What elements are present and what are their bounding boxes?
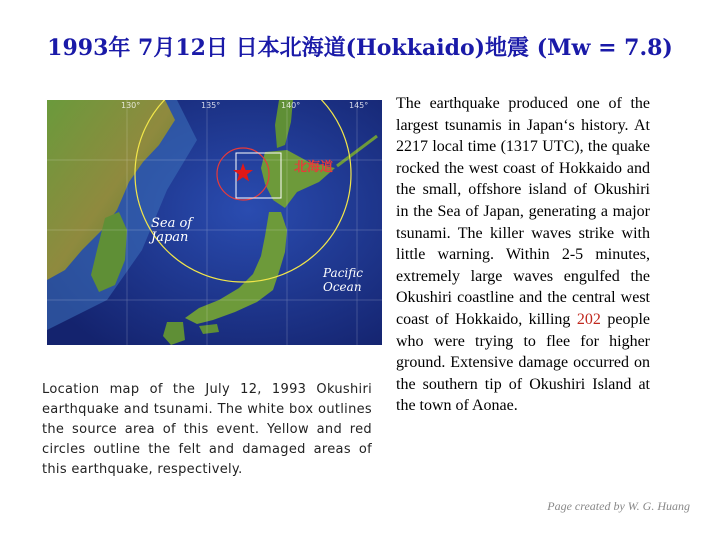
map-label-ocean: Pacific [323, 266, 363, 280]
map-label-hokkaido: 北海道 [294, 160, 334, 175]
tick-140: 140° [281, 101, 301, 110]
map-label-sea-2: Japan [151, 230, 189, 245]
map-label-sea: Sea of [151, 216, 193, 231]
tick-130: 130° [121, 101, 141, 110]
tick-135: 135° [201, 101, 221, 110]
map-graphic [47, 100, 382, 345]
description-text [396, 93, 650, 417]
description-part-1: The earthquake produced one of the largest tsunamis in Japan‘s history. At 2217 local time (1317 UTC), the quake rocked the west coast of Hokkaido and the small, offshore island of Okushiri in the Sea of Japan, generating a major tsunami. The killer waves strike with little warning. Within 2-5 minutes, extremely large waves engulfed the Okushiri coastline and the central west coast of Hokkaido, killing [396, 95, 650, 328]
page-credit: Page created by W. G. Huang [547, 499, 690, 513]
tick-145: 145° [349, 101, 369, 110]
description-part-2: people who were trying to flee for higher ground. Extensive damage occurred on the southern tip of Okushiri Island at the town of Aonae. [396, 310, 650, 415]
location-map [47, 100, 382, 345]
page-title: 1993年 7月12日 日本北海道(Hokkaido)地震 (Mw = 7.8) [47, 35, 673, 61]
map-label-ocean-2: Ocean [323, 280, 362, 294]
map-caption: Location map of the July 12, 1993 Okushiri earthquake and tsunami. The white box outlines the source area of this event. Yellow and red circles outline the felt and damaged areas of this earthquake, respectively. [42, 382, 372, 477]
death-toll: 202 [576, 310, 601, 328]
